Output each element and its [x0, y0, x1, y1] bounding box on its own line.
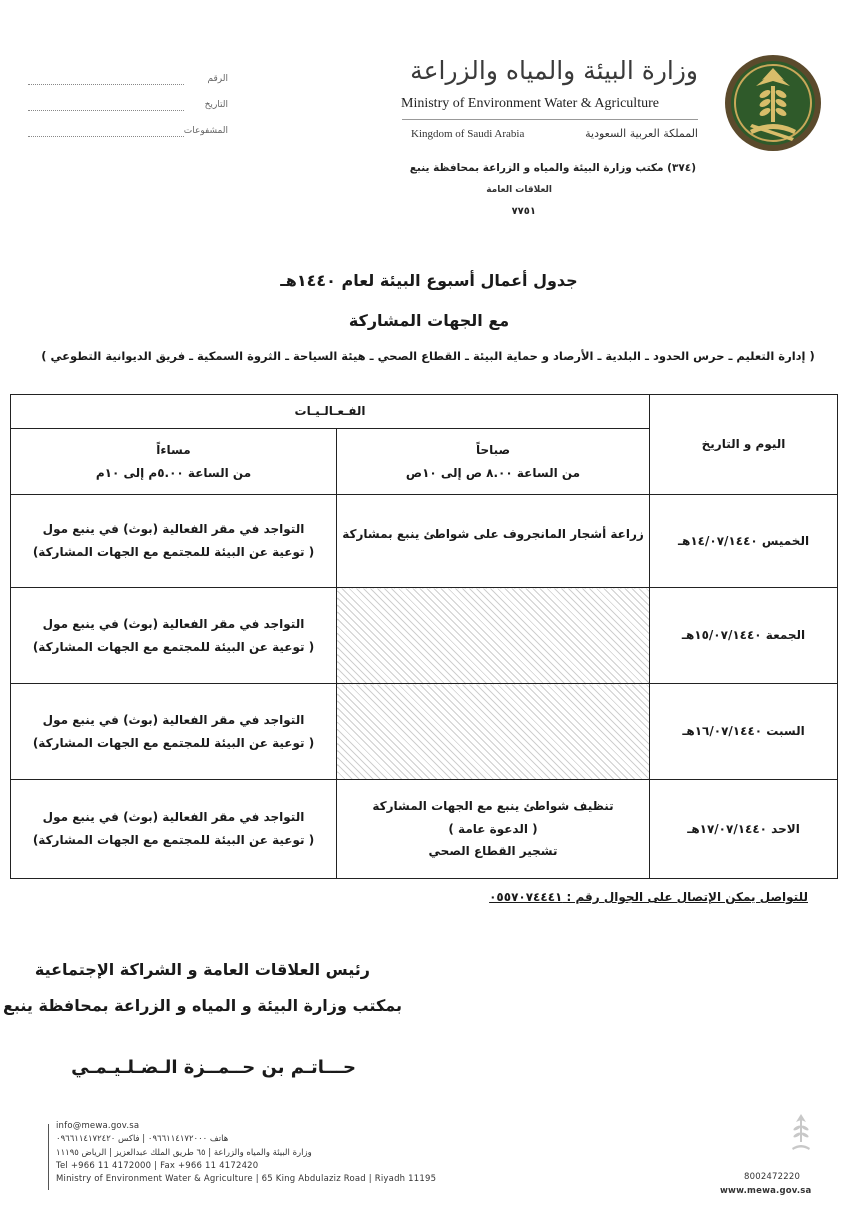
signature-name: حـــاتـم بن حــمــزة الـضـلـيـمـي: [71, 1057, 356, 1078]
footer-phone-arabic: هاتف ٠٩٦٦١١٤١٧٢٠٠٠ | فاكس ٠٩٦٦١١٤١٧٢٤٢٠: [56, 1134, 229, 1144]
footer-address-english: Ministry of Environment Water & Agriculture | 65 King Abdulaziz Road | Riyadh 11195: [56, 1174, 437, 1184]
evening-activity: التواجد في مقر الفعالية (بوث) في ينبع مول: [42, 616, 305, 631]
morning-note: ( الدعوة عامة ): [448, 821, 538, 836]
morning-activity: زراعة أشجار المانجروف على شواطئ ينبع بمشاركة: [342, 527, 644, 541]
table-row: [11, 684, 838, 780]
department-label: العلاقات العامة: [486, 185, 552, 195]
footer-tel: Tel +966 11 4172000 | Fax +966 11 4172420: [56, 1161, 259, 1171]
participants-line: ( إدارة التعليم ـ حرس الحدود ـ البلدية ـ الأرصاد و حماية البيئة ـ القطاع الصحي ـ هيئة السياحة ـ الثروة السمكية ـ فريق الديوانية التطوعي ): [41, 349, 815, 363]
kingdom-arabic: المملكة العربية السعودية: [585, 127, 698, 140]
signature-title-line1: رئيس العلاقات العامة و الشراكة الإجتماعية: [34, 960, 370, 979]
reference-number: ٧٧٥١: [511, 206, 536, 217]
header-day-date: اليوم و التاريخ: [650, 395, 838, 495]
date-line: [28, 110, 184, 111]
day-cell: الخميس ١٤/٠٧/١٤٤٠هـ: [650, 495, 838, 588]
morning-cell: [337, 780, 650, 879]
evening-activity: التواجد في مقر الفعالية (بوث) في ينبع مول: [42, 810, 305, 825]
evening-note: ( توعية عن البيئة للمجتمع مع الجهات المشاركة): [32, 639, 315, 654]
ministry-name-english: Ministry of Environment Water & Agriculture: [401, 96, 659, 111]
day-cell: السبت ١٦/٠٧/١٤٤٠هـ: [650, 684, 838, 780]
footer-website: www.mewa.gov.sa: [720, 1186, 812, 1196]
number-line: [28, 84, 184, 85]
day-cell: الاحد ١٧/٠٧/١٤٤٠هـ: [650, 780, 838, 879]
table-row: [11, 588, 838, 684]
morning-activity: تنظيف شواطئ ينبع مع الجهات المشاركة: [372, 798, 614, 813]
document-title: جدول أعمال أسبوع البيئة لعام ١٤٤٠هـ: [280, 271, 578, 290]
evening-note: ( توعية عن البيئة للمجتمع مع الجهات المشاركة): [32, 735, 315, 750]
footer-doc-number: 8002472220: [744, 1172, 801, 1182]
document-subtitle: مع الجهات المشاركة: [348, 311, 510, 330]
kingdom-english: Kingdom of Saudi Arabia: [411, 128, 525, 140]
date-label: التاريخ: [204, 100, 228, 110]
signature-title-line2: بمكتب وزارة البيئة و المياه و الزراعة بمحافظة ينبع: [2, 996, 402, 1015]
header-evening: [11, 429, 337, 495]
evening-activity: التواجد في مقر الفعالية (بوث) في ينبع مول: [42, 712, 305, 727]
footer-rule: [48, 1124, 49, 1190]
attachments-line: [28, 136, 184, 137]
header-divider: [402, 119, 698, 120]
morning-activity-2: تشجير القطاع الصحي: [428, 844, 558, 859]
header-activities: الفـعـالـيـات: [11, 395, 650, 429]
header-morning: [337, 429, 650, 495]
evening-cell: [11, 780, 337, 879]
ministry-emblem: [722, 48, 824, 158]
footer-email: info@mewa.gov.sa: [56, 1121, 140, 1131]
evening-note: ( توعية عن البيئة للمجتمع مع الجهات المشاركة): [32, 545, 315, 559]
evening-label: مساءاً: [156, 442, 191, 457]
date-field: [28, 100, 228, 116]
schedule-table: [10, 394, 838, 879]
number-label: الرقم: [207, 74, 228, 84]
office-line: (٣٧٤) مكتب وزارة البيئة والمياه و الزراعة بمحافظة ينبع: [409, 162, 696, 174]
ministry-name-arabic: وزارة البيئة والمياه والزراعة: [410, 56, 698, 85]
evening-activity: التواجد في مقر الفعالية (بوث) في ينبع مول: [42, 522, 305, 537]
morning-cell-empty: [337, 684, 650, 780]
evening-cell: [11, 684, 337, 780]
evening-time: من الساعة ٥.٠٠م إلى ١٠م: [95, 465, 252, 480]
morning-label: صباحاً: [475, 442, 511, 457]
evening-cell: [11, 588, 337, 684]
contact-line: للتواصل يمكن الإتصال على الجوال رقم : ٠٥٥٧٠٧٤٤٤١: [489, 890, 808, 904]
evening-note: ( توعية عن البيئة للمجتمع مع الجهات المشاركة): [32, 833, 315, 847]
day-cell: الجمعة ١٥/٠٧/١٤٤٠هـ: [650, 588, 838, 684]
table-row: [11, 495, 838, 588]
morning-cell-empty: [337, 588, 650, 684]
table-row: [11, 780, 838, 879]
attachments-label: المشفوعات: [183, 126, 228, 136]
morning-time: من الساعة ٨.٠٠ ص إلى ١٠ص: [405, 465, 581, 480]
footer-watermark-logo: [786, 1110, 816, 1160]
number-field: [28, 74, 228, 90]
attachments-field: [28, 126, 228, 142]
morning-cell: [337, 495, 650, 588]
footer-address-arabic: وزارة البيئة والمياه والزراعة | ٦٥ طريق الملك عبدالعزيز | الرياض ١١١٩٥: [56, 1148, 312, 1158]
evening-cell: [11, 495, 337, 588]
